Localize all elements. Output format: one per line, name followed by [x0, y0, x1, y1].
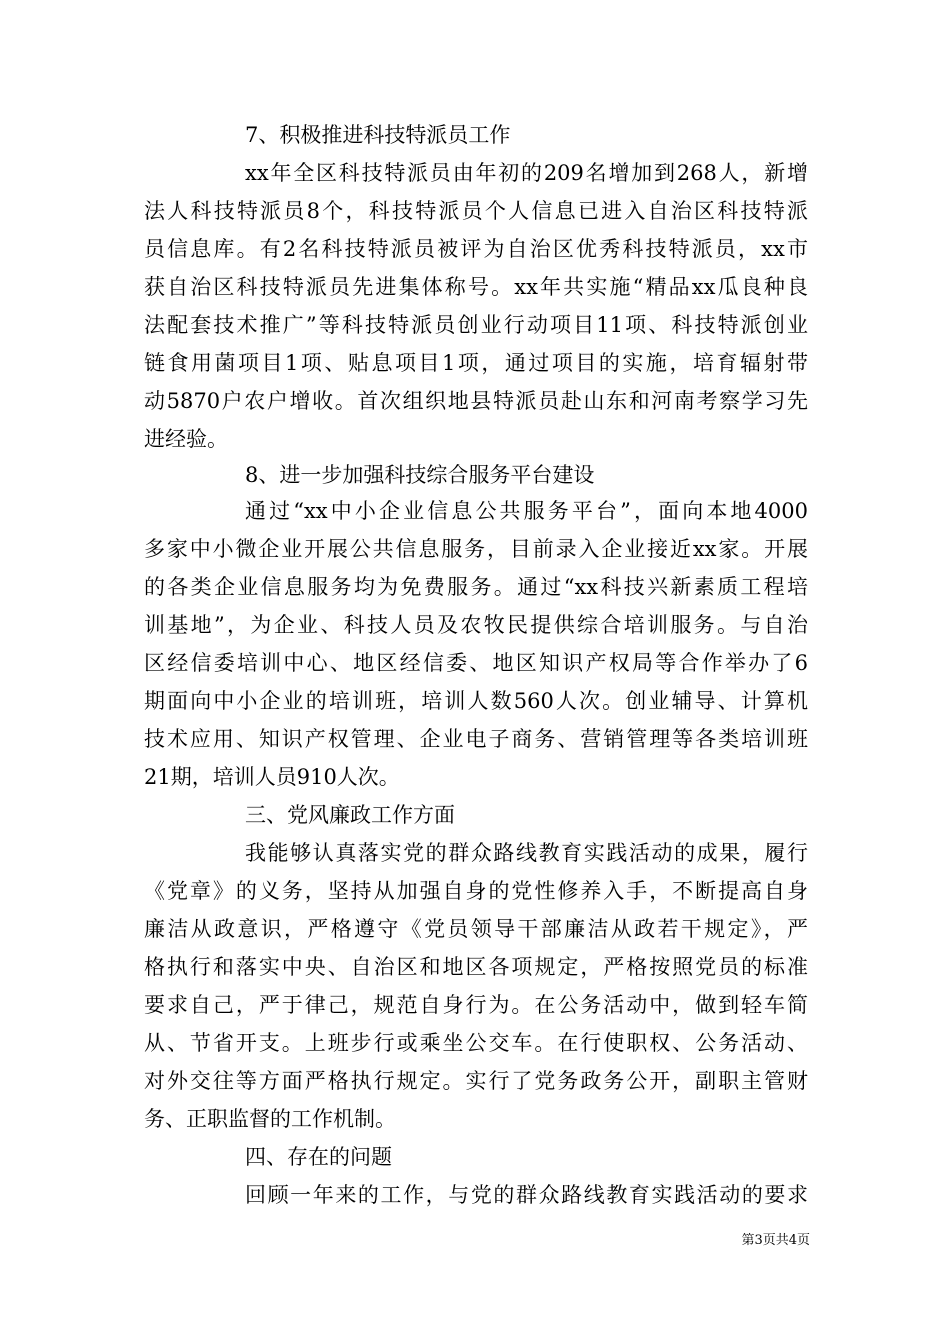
paragraph-line: 《党章》的义务，坚持从加强自身的党性修养入手，不断提高自身 — [144, 879, 808, 903]
paragraph-line: 动5870户农户增收。首次组织地县特派员赴山东和河南考察学习先 — [144, 389, 808, 413]
section-heading: 7、积极推进科技特派员工作 — [245, 123, 511, 147]
section-heading: 三、党风廉政工作方面 — [245, 803, 455, 827]
paragraph-line: 链食用菌项目1项、贴息项目1项，通过项目的实施，培育辐射带 — [144, 351, 808, 375]
paragraph-line: 多家中小微企业开展公共信息服务，目前录入企业接近xx家。开展 — [144, 537, 808, 561]
paragraph-line: 对外交往等方面严格执行规定。实行了党务政务公开，副职主管财 — [144, 1069, 808, 1093]
section-heading: 8、进一步加强科技综合服务平台建设 — [245, 463, 595, 487]
paragraph-line: 员信息库。有2名科技特派员被评为自治区优秀科技特派员，xx市 — [144, 237, 808, 261]
paragraph-line: 期面向中小企业的培训班，培训人数560人次。创业辅导、计算机 — [144, 689, 808, 713]
paragraph-line: 的各类企业信息服务均为免费服务。通过“xx科技兴新素质工程培 — [144, 575, 808, 599]
paragraph-line: 技术应用、知识产权管理、企业电子商务、营销管理等各类培训班 — [144, 727, 808, 751]
paragraph-line: 进经验。 — [144, 427, 228, 451]
page-number-footer: 第3页共4页 — [741, 1233, 810, 1248]
paragraph-line: 回顾一年来的工作，与党的群众路线教育实践活动的要求 — [245, 1183, 808, 1207]
paragraph-line: 格执行和落实中央、自治区和地区各项规定，严格按照党员的标准 — [144, 955, 808, 979]
paragraph-line: 获自治区科技特派员先进集体称号。xx年共实施“精品xx瓜良种良 — [144, 275, 808, 299]
paragraph-line: 法人科技特派员8个，科技特派员个人信息已进入自治区科技特派 — [144, 199, 808, 223]
paragraph-line: 要求自己，严于律己，规范自身行为。在公务活动中，做到轻车简 — [144, 993, 808, 1017]
section-heading: 四、存在的问题 — [245, 1145, 392, 1169]
paragraph-line: 我能够认真落实党的群众路线教育实践活动的成果，履行 — [245, 841, 808, 865]
paragraph-line: 务、正职监督的工作机制。 — [144, 1107, 396, 1131]
paragraph-line: 训基地”，为企业、科技人员及农牧民提供综合培训服务。与自治 — [144, 613, 808, 637]
paragraph-line: xx年全区科技特派员由年初的209名增加到268人，新增 — [245, 161, 808, 185]
paragraph-line: 法配套技术推广”等科技特派员创业行动项目11项、科技特派创业 — [144, 313, 808, 337]
paragraph-line: 区经信委培训中心、地区经信委、地区知识产权局等合作举办了6 — [144, 651, 808, 675]
paragraph-line: 从、节省开支。上班步行或乘坐公交车。在行使职权、公务活动、 — [144, 1031, 808, 1055]
paragraph-line: 通过“xx中小企业信息公共服务平台”，面向本地4000 — [245, 499, 808, 523]
paragraph-line: 21期，培训人员910人次。 — [144, 765, 400, 789]
paragraph-line: 廉洁从政意识，严格遵守《党员领导干部廉洁从政若干规定》，严 — [144, 917, 808, 941]
